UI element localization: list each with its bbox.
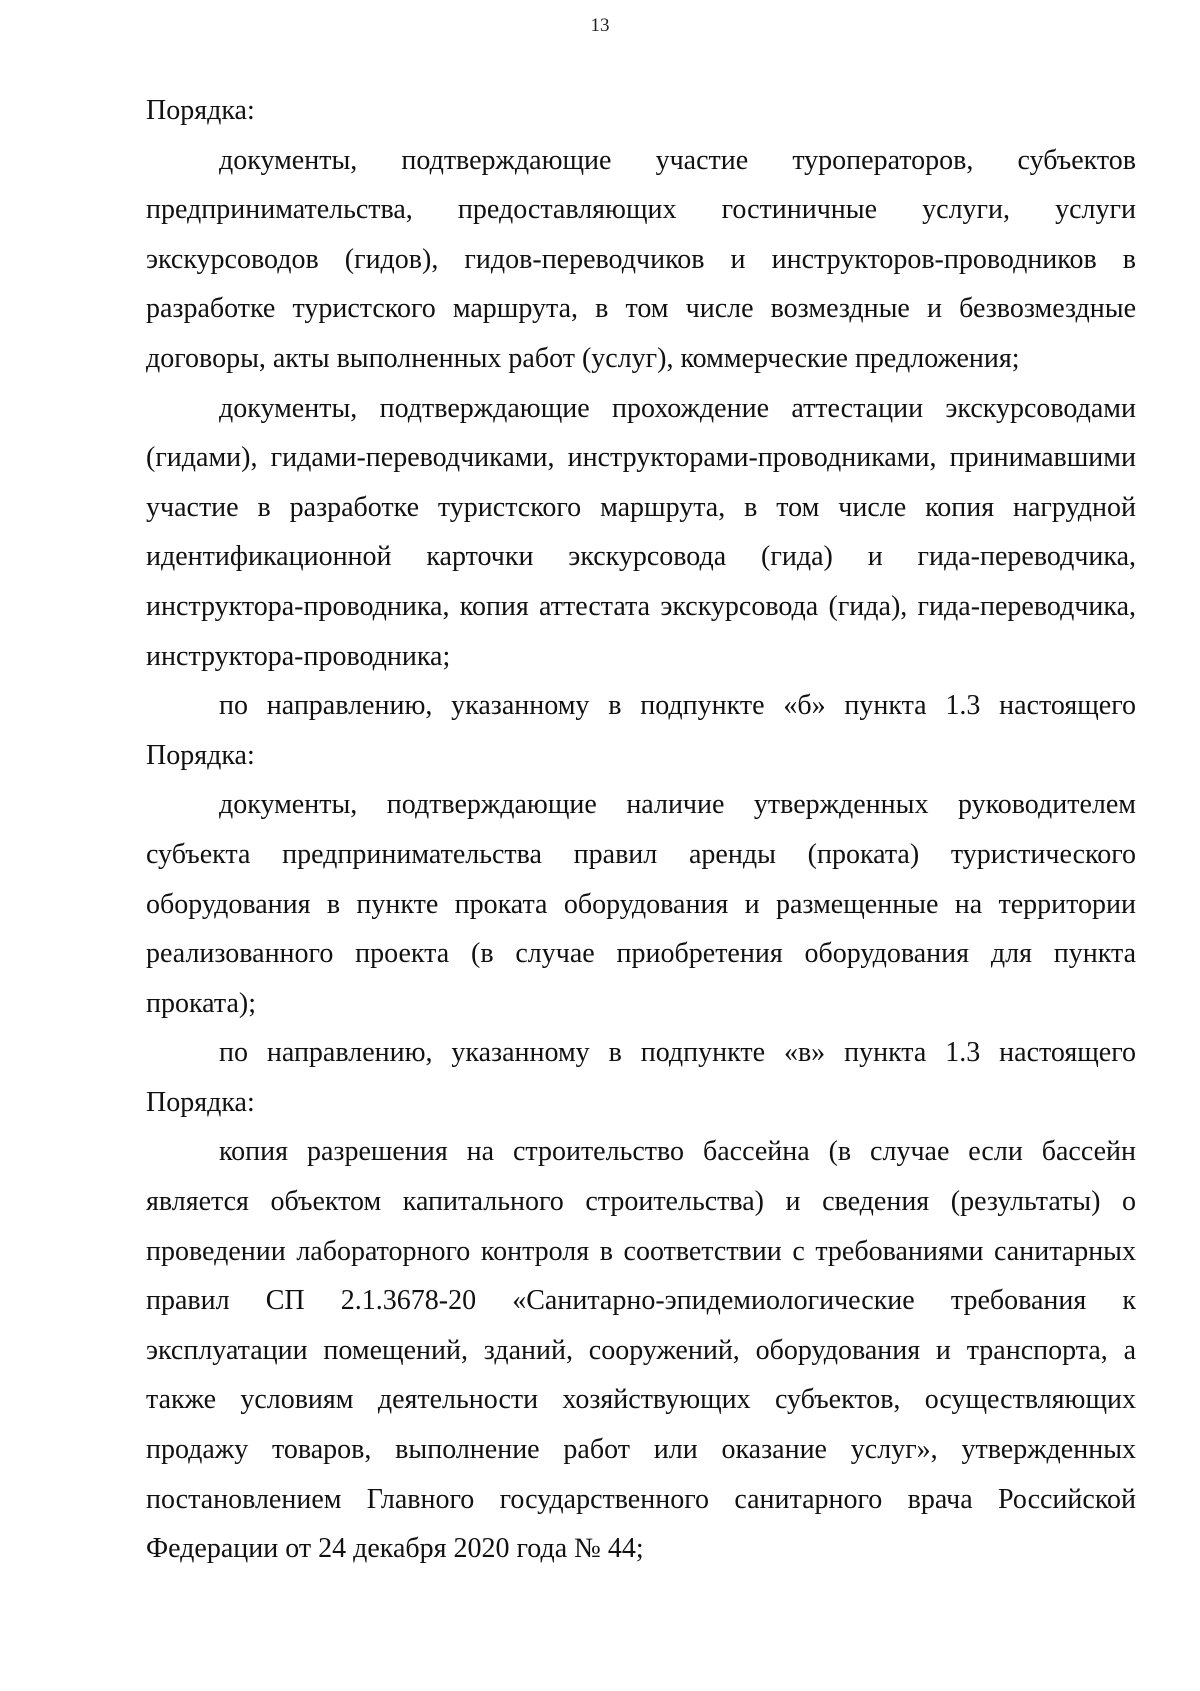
document-body — [146, 86, 1136, 1574]
paragraph-direction-b: по направлению, указанному в подпункте «б» пункта 1.3 настоящего Порядка: — [146, 690, 1136, 771]
paragraph-route-development-documents: документы, подтверждающие участие туроператоров, субъектов предпринимательства, предоставляющих гостиничные услуги, услуги экскурсоводов (гидов), гидов-переводчиков и инструкторов-проводников в разработке туристского маршрута, в том числе возмездные и безвозмездные договоры, акты выполненных работ (услуг), коммерческие предложения; — [146, 144, 1136, 374]
page-number: 13 — [590, 15, 610, 36]
paragraph-guide-certification-documents: документы, подтверждающие прохождение аттестации экскурсоводами (гидами), гидами-переводчиками, инструкторами-проводниками, принимавшими участие в разработке туристского маршрута, в том числе копия нагрудной идентификационной карточки экскурсовода (гида) и гида-переводчика, инструктора-проводника, копия аттестата экскурсовода (гида), гида-переводчика, инструктора-проводника; — [146, 392, 1136, 672]
paragraph-rental-rules-documents: документы, подтверждающие наличие утвержденных руководителем субъекта предпринимательства правил аренды (проката) туристического оборудования в пункте проката оборудования и размещенные на территории реализованного проекта (в случае приобретения оборудования для пункта проката); — [146, 789, 1136, 1019]
paragraph-direction-v: по направлению, указанному в подпункте «в» пункта 1.3 настоящего Порядка: — [146, 1037, 1136, 1118]
paragraph-pool-permit-documents: копия разрешения на строительство бассейна (в случае если бассейн является объектом капитального строительства) и сведения (результаты) о проведении лабораторного контроля в соответствии с требованиями санитарных правил СП 2.1.3678-20 «Санитарно-эпидемиологические требования к эксплуатации помещений, зданий, сооружений, оборудования и транспорта, а также условиям деятельности хозяйствующих субъектов, осуществляющих продажу товаров, выполнение работ или оказание услуг», утвержденных постановлением Главного государственного санитарного врача Российской Федерации от 24 декабря 2020 года № 44; — [146, 1136, 1136, 1565]
paragraph-porydka-continuation: Порядка: — [146, 95, 255, 126]
